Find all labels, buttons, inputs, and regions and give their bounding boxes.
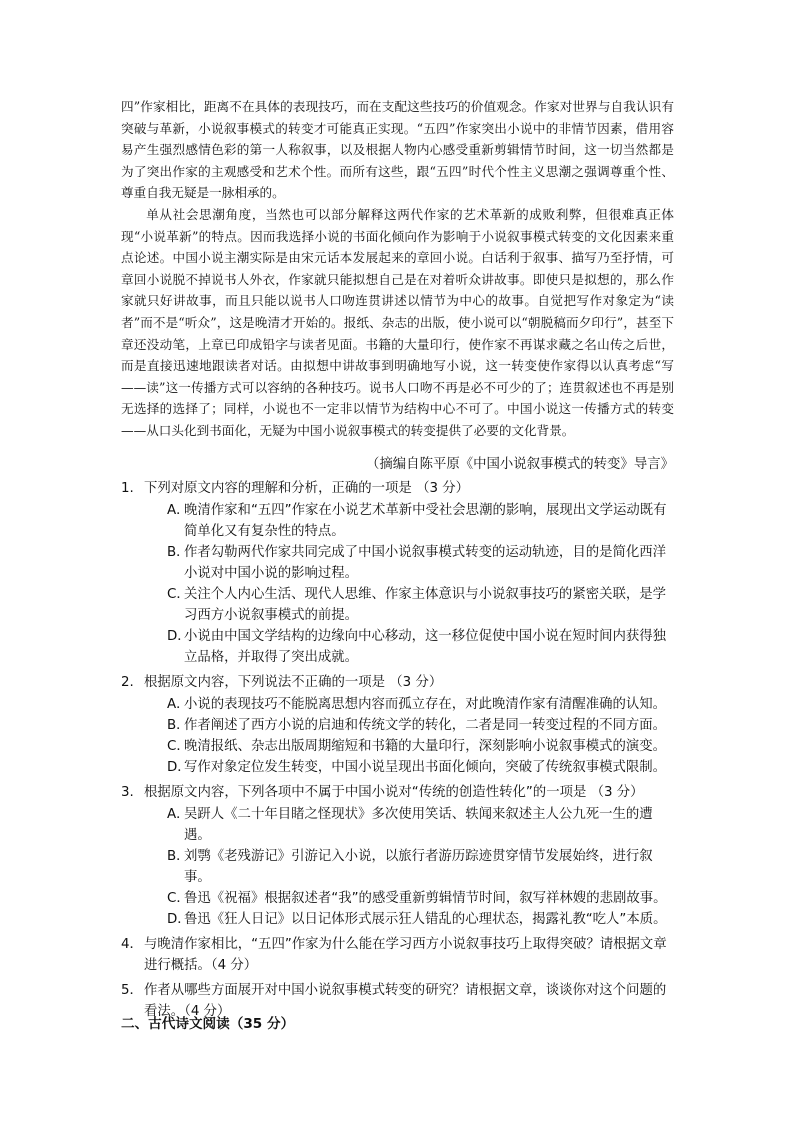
question-2 <box>121 672 676 778</box>
option-a <box>144 804 676 846</box>
question-list <box>121 478 676 1026</box>
option-label: A． <box>167 807 190 822</box>
option-label: D． <box>167 912 191 927</box>
question-stem: 与晚清作家相比，“五四”作家为什么能在学习西方小说叙事技巧上取得突破？请根据文章进行概括。（4 分） <box>144 937 667 973</box>
question-stem: 下列对原文内容的理解和分析，正确的一项是 （3 分） <box>144 481 470 496</box>
option-label: C． <box>167 739 190 754</box>
question-number: 3. <box>121 785 134 800</box>
option-label: B． <box>167 718 190 733</box>
option-d <box>144 626 676 668</box>
option-label: C． <box>167 891 190 906</box>
option-label: A． <box>167 503 190 518</box>
question-stem: 根据原文内容，下列说法不正确的一项是 （3 分） <box>144 675 443 690</box>
option-c <box>144 888 676 909</box>
option-label: C． <box>167 587 190 602</box>
option-c <box>144 736 676 757</box>
option-text: 晚清作家和“五四”作家在小说艺术革新中受社会思潮的影响，展现出文学运动既有简单化又有复杂性的特点。 <box>184 503 667 539</box>
option-list <box>144 500 676 668</box>
question-1 <box>121 478 676 668</box>
option-label: D． <box>167 760 191 775</box>
question-number: 5． <box>121 983 143 998</box>
option-text: 写作对象定位发生转变，中国小说呈现出书面化倾向，突破了传统叙事模式限制。 <box>184 760 667 775</box>
option-c <box>144 584 676 626</box>
question-number: 4． <box>121 937 143 952</box>
option-text: 关注个人内心生活、现代人思维、作家主体意识与小说叙事技巧的紧密关联，是学习西方小说叙事模式的前提。 <box>184 587 667 623</box>
option-b <box>144 715 676 736</box>
option-text: 吴趼人《二十年目睹之怪现状》多次使用笑话、轶闻来叙述主人公九死一生的遭遇。 <box>184 807 653 843</box>
question-3 <box>121 782 676 930</box>
option-list <box>144 804 676 930</box>
option-text: 小说由中国文学结构的边缘向中心移动，这一移位促使中国小说在短时间内获得独立品格，并取得了突出成就。 <box>184 629 667 665</box>
source-citation: （摘编自陈平原《中国小说叙事模式的转变》导言》 <box>366 457 674 472</box>
question-number: 2. <box>121 675 134 690</box>
passage-paragraph-1: 四”作家相比，距离不在具体的表现技巧，而在支配这些技巧的价值观念。作家对世界与自我认识有突破与革新，小说叙事模式的转变才可能真正实现。“五四”作家突出小说中的非情节因素，借用容易产生强烈感情色彩的第一人称叙事，以及根据人物内心感受重新剪辑情节时间，这一切当然都是为了突出作家的主观感受和艺术个性。而所有这些，跟“五四”时代个性主义思潮之强调尊重个性、尊重自我无疑是一脉相承的。 <box>121 99 674 201</box>
option-a <box>144 694 676 715</box>
question-number: 1. <box>121 481 134 496</box>
option-d <box>144 909 676 930</box>
question-stem: 作者从哪些方面展开对中国小说叙事模式转变的研究？请根据文章，谈谈你对这个问题的看法。（4 分） <box>144 983 667 1019</box>
section-heading: 二、古代诗文阅读（35 分） <box>121 1016 295 1032</box>
option-text: 作者勾勒两代作家共同完成了中国小说叙事模式转变的运动轨迹，目的是简化西洋小说对中国小说的影响过程。 <box>184 545 667 581</box>
option-list <box>144 694 676 778</box>
passage-paragraph-2: 单从社会思潮角度，当然也可以部分解释这两代作家的艺术革新的成败利弊，但很难真正体现“小说革新”的特点。因而我选择小说的书面化倾向作为影响于小说叙事模式转变的文化因素来重点论述。中国小说主潮实际是由宋元话本发展起来的章回小说。白话利于叙事、描写乃至抒情，可章回小说脱不掉说书人外衣，作家就只能拟想自己是在对着听众讲故事。即使只是拟想的，那么作家就只好讲故事，而且只能以说书人口吻连贯讲述以情节为中心的故事。自觉把写作对象定为“读者”而不是“听众”，这是晚清才开始的。报纸、杂志的出版，使小说可以“朝脱稿而夕印行”，甚至下章还没动笔，上章已印成铅字与读者见面。书籍的大量印行，使作家不再谋求藏之名山传之后世，而是直接迅速地跟读者对话。由拟想中讲故事到明确地写小说，这一转变使作家得以认真考虑“写——读”这一传播方式可以容纳的各种技巧。说书人口吻不再是必不可少的了；连贯叙述也不再是别无选择的选择了；同样，小说也不一定非以情节为结构中心不可了。中国小说这一传播方式的转变——从口头化到书面化，无疑为中国小说叙事模式的转变提供了必要的文化背景。 <box>121 206 674 438</box>
option-label: A． <box>167 697 190 712</box>
option-label: B． <box>167 545 190 560</box>
option-d <box>144 757 676 778</box>
option-label: D． <box>167 629 191 644</box>
option-text: 鲁迅《祝福》根据叙述者“我”的感受重新剪辑情节时间，叙写祥林嫂的悲剧故事。 <box>184 891 667 906</box>
option-label: B． <box>167 849 190 864</box>
option-b <box>144 846 676 888</box>
option-text: 作者阐述了西方小说的启迪和传统文学的转化，二者是同一转变过程的不同方面。 <box>184 718 667 733</box>
option-text: 鲁迅《狂人日记》以日记体形式展示狂人错乱的心理状态，揭露礼教“吃人”本质。 <box>184 912 667 927</box>
option-text: 小说的表现技巧不能脱离思想内容而孤立存在，对此晚清作家有清醒准确的认知。 <box>184 697 667 712</box>
option-text: 刘鹗《老残游记》引游记入小说，以旅行者游历踪迹贯穿情节发展始终，进行叙事。 <box>184 849 653 885</box>
question-stem: 根据原文内容，下列各项中不属于中国小说对“传统的创造性转化”的一项是 （3 分） <box>144 785 644 800</box>
option-b <box>144 542 676 584</box>
reading-passage <box>121 96 674 442</box>
option-text: 晚清报纸、杂志出版周期缩短和书籍的大量印行，深刻影响小说叙事模式的演变。 <box>184 739 667 754</box>
question-4 <box>121 934 676 976</box>
option-a <box>144 500 676 542</box>
